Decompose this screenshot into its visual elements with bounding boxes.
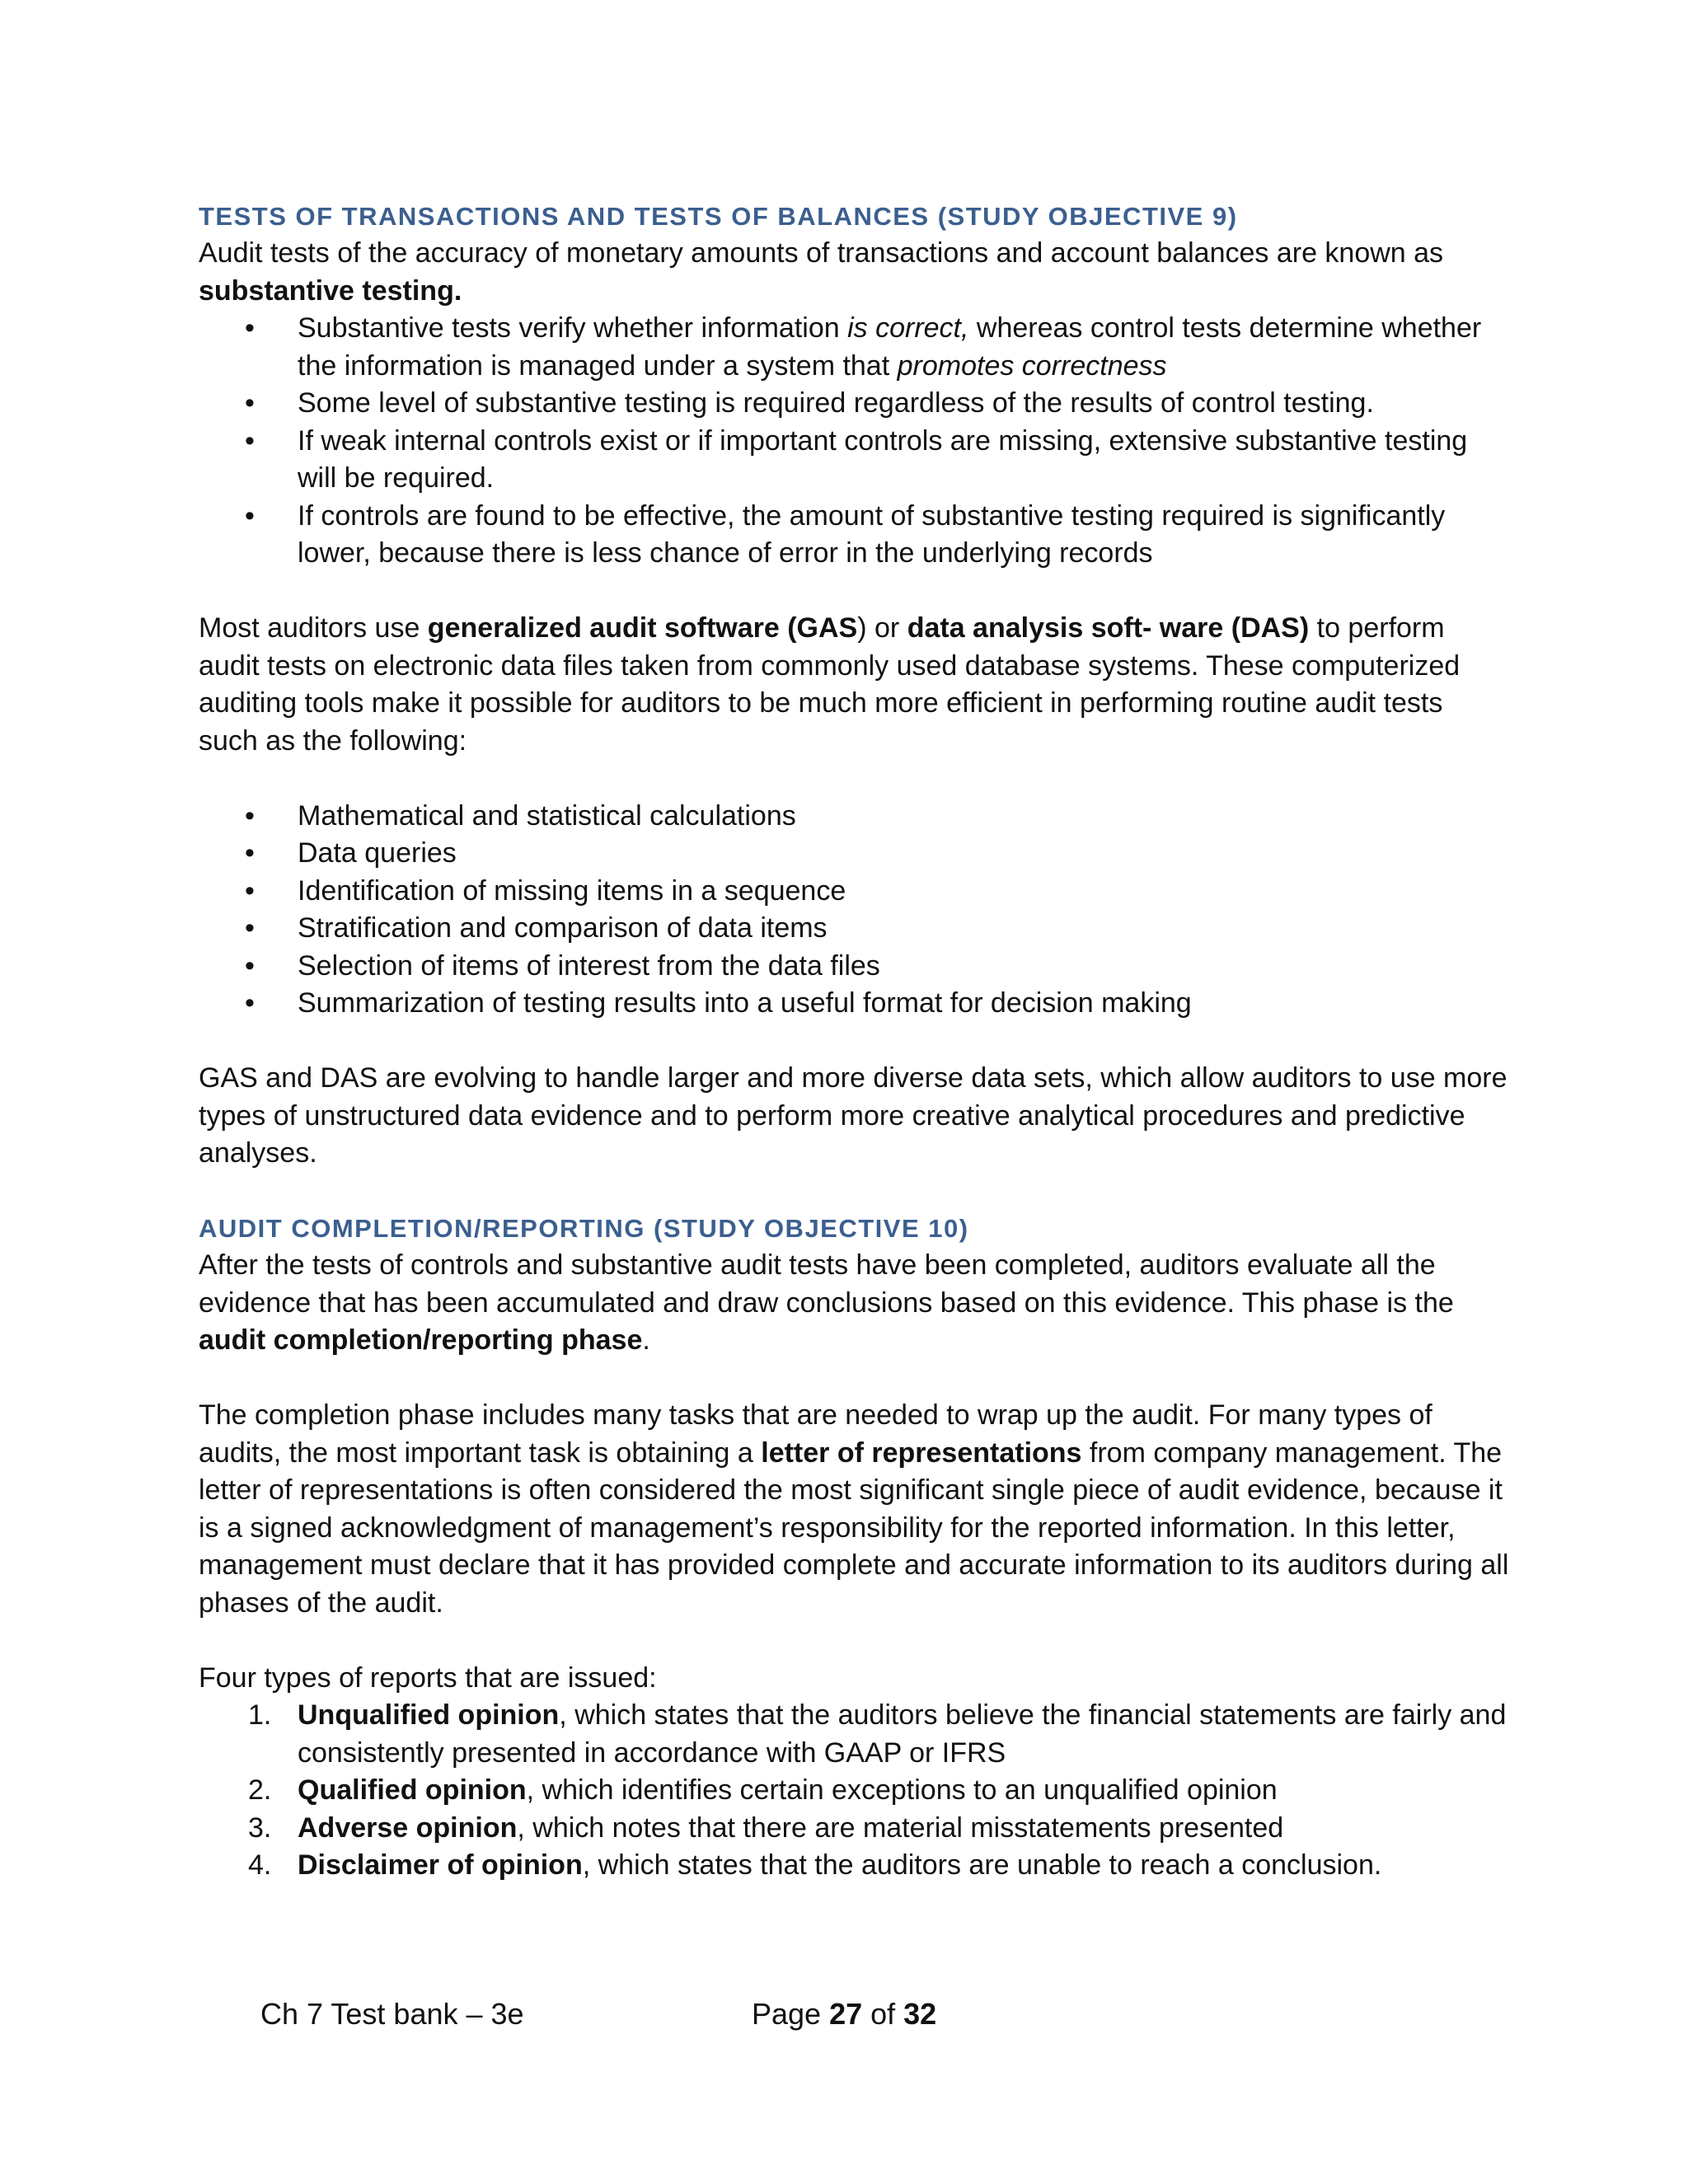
term-substantive-testing: substantive testing. (199, 274, 462, 307)
list-item: • Stratification and comparison of data items (199, 910, 1509, 948)
list-item: 3. Adverse opinion, which notes that there are material misstatements presented (248, 1811, 1284, 1844)
section-heading-completion: AUDIT COMPLETION/REPORTING (STUDY OBJECTIVE 10) (199, 1214, 969, 1243)
list-item: • Data queries (199, 835, 1509, 873)
list-item: • Summarization of testing results into a useful format for decision making (199, 985, 1509, 1023)
list-item: 4. Disclaimer of opinion, which states that the auditors are unable to reach a conclusion. (248, 1849, 1382, 1881)
list-item: • If weak internal controls exist or if important controls are missing, extensive substantive testing will be required. (199, 423, 1509, 498)
page-content (199, 198, 1509, 1885)
substantive-bullet-list (199, 310, 1509, 573)
list-item: 2. Qualified opinion, which identifies certain exceptions to an unqualified opinion (248, 1774, 1278, 1806)
gas-das-paragraph: Most auditors use generalized audit software (GAS) or data analysis soft- ware (DAS) to perform audit tests on electronic data files taken from commonly used database systems. These computerized auditing tools make it possible for auditors to be much more efficient in performing routine audit tests such as the following: (199, 612, 1461, 757)
footer-page-number: Page 27 of 32 (752, 1997, 937, 2031)
list-item: • Selection of items of interest from the data files (199, 948, 1509, 986)
intro-paragraph: Audit tests of the accuracy of monetary amounts of transactions and account balances are known as substantive testing. (199, 237, 1444, 307)
footer-document-label: Ch 7 Test bank – 3e (260, 1997, 524, 2031)
section-heading-substantive: TESTS OF TRANSACTIONS AND TESTS OF BALANCES (STUDY OBJECTIVE 9) (199, 202, 1238, 231)
list-item: • Mathematical and statistical calculations (199, 798, 1509, 836)
list-item: • Substantive tests verify whether information is correct, whereas control tests determine whether the information is managed under a system that promotes correctness (199, 310, 1509, 385)
representations-paragraph: The completion phase includes many tasks that are needed to wrap up the audit. For many types of audits, the most important task is obtaining a letter of representations from company management. The letter of representations is often considered the most significant single piece of audit evidence, because it is a signed acknowledgment of management’s responsibility for the reported information. In this letter, management must declare that it has provided complete and accurate information to its auditors during all phases of the audit. (199, 1399, 1509, 1619)
audit-task-list (199, 798, 1509, 1023)
list-item: • Some level of substantive testing is required regardless of the results of control testing. (199, 385, 1509, 423)
list-item: 1. Unqualified opinion, which states that the auditors believe the financial statements are fairly and consistently presented in accordance with GAAP or IFRS (248, 1699, 1507, 1769)
completion-paragraph: After the tests of controls and substantive audit tests have been completed, auditors evaluate all the evidence that has been accumulated and draw conclusions based on this evidence. This phase is the audit completion/reporting phase. (199, 1249, 1454, 1356)
report-types-list (199, 1697, 1509, 1885)
evolving-paragraph: GAS and DAS are evolving to handle larger and more diverse data sets, which allow auditors to use more types of unstructured data evidence and to perform more creative analytical procedures and predictive analyses. (199, 1062, 1507, 1169)
reports-intro: Four types of reports that are issued: (199, 1661, 657, 1694)
list-item: • Identification of missing items in a sequence (199, 873, 1509, 911)
list-item: • If controls are found to be effective, the amount of substantive testing required is significantly lower, because there is less chance of error in the underlying records (199, 498, 1509, 573)
